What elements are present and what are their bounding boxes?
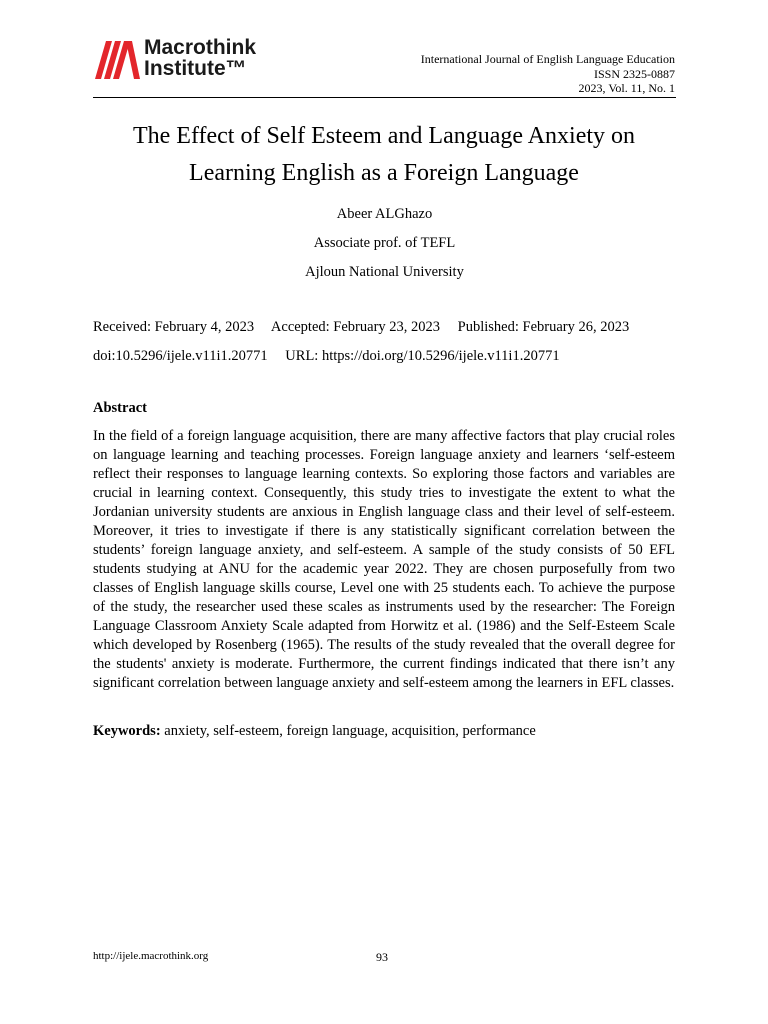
accepted-date: Accepted: February 23, 2023 bbox=[270, 319, 441, 335]
doi-row bbox=[93, 342, 693, 371]
author-institution: Ajloun National University bbox=[305, 264, 464, 280]
article-title bbox=[60, 118, 708, 192]
abstract-heading: Abstract bbox=[93, 400, 147, 416]
keywords-label: Keywords: bbox=[93, 723, 161, 739]
publisher-name bbox=[144, 37, 256, 79]
publisher-name-line1: Macrothink bbox=[144, 36, 257, 59]
keywords bbox=[93, 721, 683, 741]
journal-issn: ISSN 2325-0887 bbox=[593, 66, 675, 81]
publisher-name-line2: Institute™ bbox=[144, 57, 247, 80]
dates-row bbox=[93, 313, 693, 342]
author-role: Associate prof. of TEFL bbox=[313, 235, 456, 251]
doi-text: doi:10.5296/ijele.v11i1.20771 bbox=[93, 348, 268, 364]
doi-url-link[interactable]: URL: https://doi.org/10.5296/ijele.v11i1.20771 bbox=[285, 348, 560, 364]
journal-name: International Journal of English Language Education bbox=[420, 52, 675, 66]
author-block bbox=[93, 200, 676, 287]
published-date: Published: February 26, 2023 bbox=[457, 319, 630, 335]
keywords-list: anxiety, self-esteem, foreign language, acquisition, performance bbox=[164, 723, 536, 739]
footer-url-link[interactable]: http://ijele.macrothink.org bbox=[93, 950, 209, 962]
article-title-line2: Learning English as a Foreign Language bbox=[189, 160, 579, 186]
publication-dates bbox=[93, 313, 693, 371]
page-number: 93 bbox=[376, 950, 388, 964]
received-date: Received: February 4, 2023 bbox=[93, 319, 255, 335]
author-name: Abeer ALGhazo bbox=[336, 206, 433, 222]
journal-issue: 2023, Vol. 11, No. 1 bbox=[578, 81, 675, 95]
abstract-text: In the field of a foreign language acquisition, there are many affective factors that play crucial roles on language learning and teaching processes. Foreign language anxiety and learners ‘self-esteem reflect their responses to language learning contexts. So exploring those factors and variables are crucial in learning context. Consequently, this study tries to investigate the extent to what the Jordanian university students are anxious in English language class and their level of self-esteem. Moreover, it tries to investigate if there is any statistically significant correlation between the students’ foreign language anxiety, and self-esteem. A sample of the study consists of 50 EFL students studying at ANU for the academic year 2022. They are chosen purposefully from two classes of English language skills course, Level one with 25 students each. To achieve the purpose of the study, the researcher used these scales as instruments used by the researcher: The Foreign Language Classroom Anxiety Scale adapted from Horwitz et al. (1986) and the Self-Esteem Scale which developed by Rosenberg (1965). The results of the study revealed that the overall degree for the students' anxiety is moderate. Furthermore, the current findings indicated that there isn’t any significant correlation between language anxiety and self-esteem among the learners in EFL classes. bbox=[93, 428, 675, 691]
header-divider bbox=[93, 97, 676, 98]
macrothink-m-icon bbox=[95, 37, 141, 81]
publisher-logo bbox=[95, 37, 295, 81]
article-title-line1: The Effect of Self Esteem and Language Anxiety on bbox=[132, 123, 636, 149]
journal-info bbox=[421, 52, 675, 96]
